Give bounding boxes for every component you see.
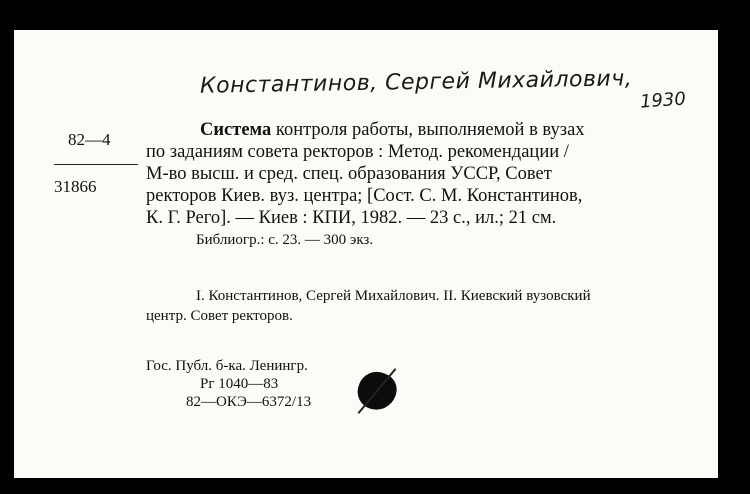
library-line-3: 82—ОКЭ—6372/13 — [186, 394, 312, 410]
entry-line-4: ректоров Киев. вуз. центра; [Сост. С. М. Константинов, — [146, 186, 583, 206]
bibliography-note: Библиогр.: с. 23. — 300 экз. — [196, 232, 374, 248]
entry-line-1 — [200, 120, 585, 140]
shelfmark-divider — [54, 164, 138, 165]
handwritten-author-name: Константинов, Сергей Михайлович, — [199, 66, 633, 99]
library-line-1: Гос. Публ. б-ка. Ленингр. — [146, 358, 308, 374]
catalog-card — [14, 30, 718, 478]
library-line-2: Рг 1040—83 — [200, 376, 279, 392]
entry-title-word: Система — [200, 120, 272, 140]
entry-line-1-text: контроля работы, выполняемой в вузах — [275, 120, 585, 140]
shelfmark-top: 82—4 — [68, 130, 111, 149]
handwritten-birth-year: 1930 — [639, 88, 687, 113]
entry-line-2: по заданиям совета ректоров : Метод. рекомендации / — [146, 142, 569, 162]
entry-line-5: К. Г. Рего]. — Киев : КПИ, 1982. — 23 с., ил.; 21 см. — [146, 208, 557, 228]
entry-line-3: М-во высш. и сред. спец. образования УССР, Совет — [146, 164, 552, 184]
tracings-line-2: центр. Совет ректоров. — [146, 308, 293, 324]
shelfmark-bottom: 31866 — [54, 177, 97, 196]
tracings-line-1: I. Константинов, Сергей Михайлович. II. Киевский вузовский — [196, 288, 591, 304]
